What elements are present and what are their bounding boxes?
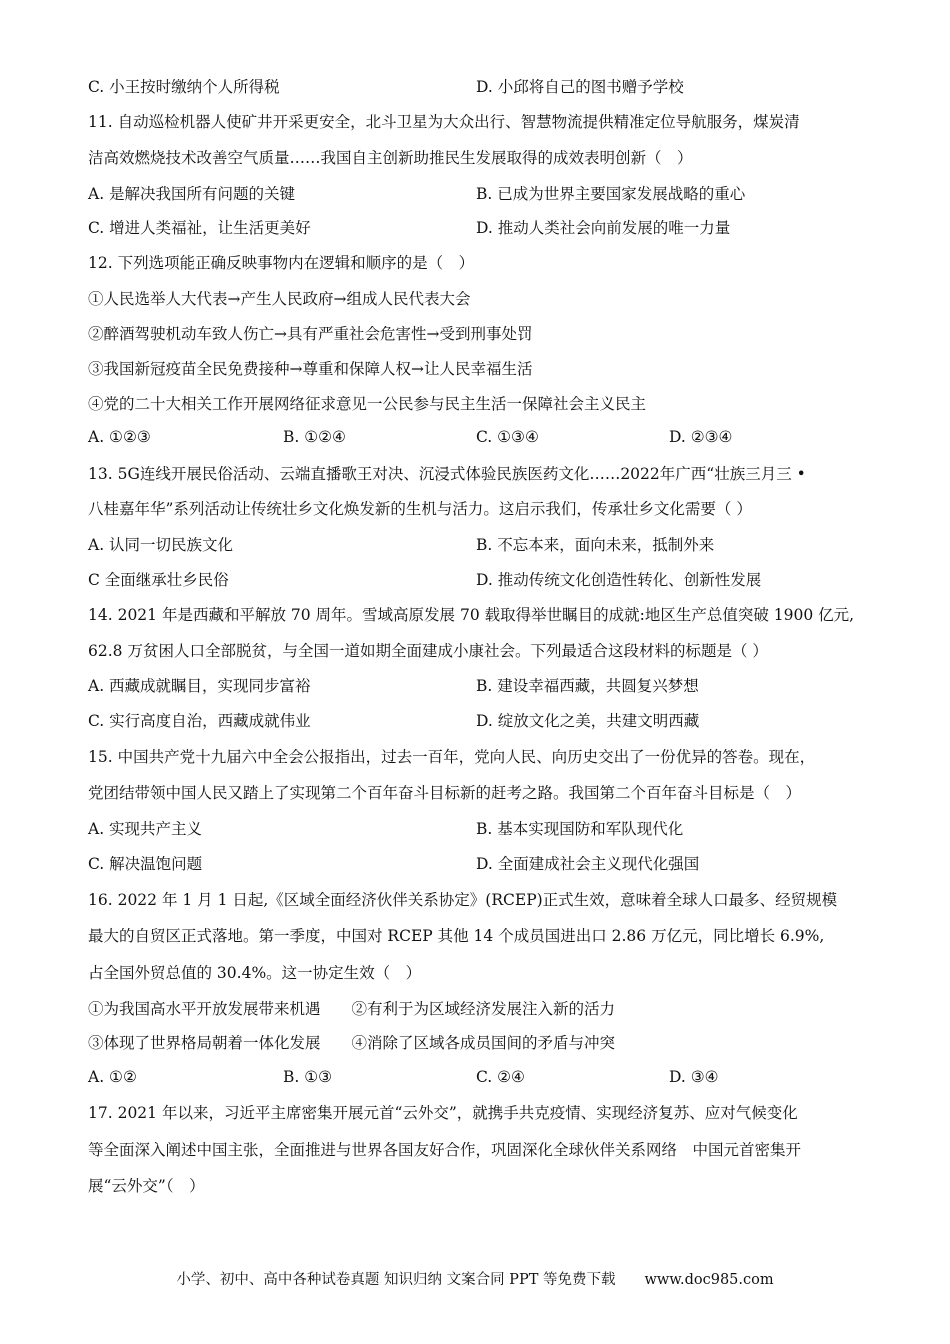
q13-option-row2 bbox=[88, 570, 868, 590]
q15-option-c: C. 解决温饱问题 bbox=[88, 855, 203, 873]
q15-option-a: A. 实现共产主义 bbox=[88, 820, 203, 838]
q11-option-b: B. 已成为世界主要国家发展战略的重心 bbox=[476, 185, 746, 203]
q12-option-b: B. ①②④ bbox=[283, 428, 346, 446]
q13-option-b: B. 不忘本来，面向未来，抵制外来 bbox=[476, 536, 715, 554]
q13-stem-line2: 八桂嘉年华”系列活动让传统壮乡文化焕发新的生机与活力。这启示我们，传承壮乡文化需要（ ） bbox=[88, 500, 752, 518]
q11-option-row1 bbox=[88, 184, 868, 204]
q14-option-b: B. 建设幸福西藏，共圆复兴梦想 bbox=[476, 677, 699, 695]
q14-option-c: C. 实行高度自治，西藏成就伟业 bbox=[88, 712, 311, 730]
q15-stem-line2: 党团结带领中国人民又踏上了实现第二个百年奋斗目标新的赶考之路。我国第二个百年奋斗目标是（ ） bbox=[88, 784, 802, 802]
q16-stem-line2: 最大的自贸区正式落地。第一季度，中国对 RCEP 其他 14 个成员国进出口 2.86 万亿元，同比增长 6.9%, bbox=[88, 927, 825, 945]
q13-option-a: A. 认同一切民族文化 bbox=[88, 536, 234, 554]
option-d: D. 小邱将自己的图书赠予学校 bbox=[476, 78, 684, 96]
q16-options bbox=[88, 1067, 868, 1087]
page-footer: 小学、初中、高中各种试卷真题 知识归纳 文案合同 PPT 等免费下载 www.doc985.com bbox=[176, 1272, 774, 1288]
q12-statement-3: ③我国新冠疫苗全民免费接种→尊重和保障人权→让人民幸福生活 bbox=[88, 360, 533, 378]
q11-stem-line2: 洁高效燃烧技术改善空气质量……我国自主创新助推民生发展取得的成效表明创新（ ） bbox=[88, 149, 693, 167]
q13-stem-line1: 13. 5G连线开展民俗活动、云端直播歌王对决、沉浸式体验民族医药文化……2022年广西“壮族三月三 • bbox=[88, 465, 806, 483]
q15-option-row1 bbox=[88, 819, 868, 839]
q14-stem-line2: 62.8 万贫困人口全部脱贫，与全国一道如期全面建成小康社会。下列最适合这段材料的标题是（ ） bbox=[88, 642, 768, 660]
q17-stem-line1: 17. 2021 年以来，习近平主席密集开展元首“云外交”，就携手共克疫情、实现经济复苏、应对气候变化 bbox=[88, 1104, 798, 1122]
q16-stem-line1: 16. 2022 年 1 月 1 日起,《区域全面经济伙伴关系协定》(RCEP)正式生效，意味着全球人口最多、经贸规模 bbox=[88, 891, 838, 909]
q14-option-row2 bbox=[88, 711, 868, 731]
q11-option-c: C. 增进人类福祉，让生活更美好 bbox=[88, 219, 311, 237]
q13-option-row1 bbox=[88, 535, 868, 555]
q11-stem-line1: 11. 自动巡检机器人使矿井开采更安全，北斗卫星为大众出行、智慧物流提供精准定位导航服务，煤炭清 bbox=[88, 113, 800, 131]
q16-statements-3-4: ③体现了世界格局朝着一体化发展 ④消除了区域各成员国间的矛盾与冲突 bbox=[88, 1034, 616, 1052]
option-c: C. 小王按时缴纳个人所得税 bbox=[88, 78, 280, 96]
q13-option-c: C 全面继承壮乡民俗 bbox=[88, 571, 229, 589]
q16-statements-1-2: ①为我国高水平开放发展带来机遇 ②有利于为区域经济发展注入新的活力 bbox=[88, 1000, 616, 1018]
q16-option-b: B. ①③ bbox=[283, 1068, 333, 1086]
q12-statement-2: ②醉酒驾驶机动车致人伤亡→具有严重社会危害性→受到刑事处罚 bbox=[88, 325, 533, 343]
q16-option-a: A. ①② bbox=[88, 1068, 137, 1086]
q16-option-c: C. ②④ bbox=[476, 1068, 525, 1086]
q17-stem-line2: 等全面深入阐述中国主张，全面推进与世界各国友好合作，巩固深化全球伙伴关系网络 中国元首密集开 bbox=[88, 1141, 802, 1159]
q11-option-row2 bbox=[88, 218, 868, 238]
q13-option-d: D. 推动传统文化创造性转化、创新性发展 bbox=[476, 571, 762, 589]
q11-option-d: D. 推动人类社会向前发展的唯一力量 bbox=[476, 219, 731, 237]
q15-option-row2 bbox=[88, 854, 868, 874]
q12-option-d: D. ②③④ bbox=[669, 428, 733, 446]
q16-stem-line3: 占全国外贸总值的 30.4%。这一协定生效（ ） bbox=[88, 964, 422, 982]
q14-option-row1 bbox=[88, 676, 868, 696]
q12-options bbox=[88, 427, 868, 447]
q12-option-c: C. ①③④ bbox=[476, 428, 539, 446]
q15-stem-line1: 15. 中国共产党十九届六中全会公报指出，过去一百年，党向人民、向历史交出了一份优异的答卷。现在， bbox=[88, 748, 816, 766]
q14-stem-line1: 14. 2021 年是西藏和平解放 70 周年。雪域高原发展 70 载取得举世瞩目的成就:地区生产总值突破 1900 亿元, bbox=[88, 606, 855, 624]
q15-option-b: B. 基本实现国防和军队现代化 bbox=[476, 820, 684, 838]
q11-option-a: A. 是解决我国所有问题的关键 bbox=[88, 185, 296, 203]
q16-option-d: D. ③④ bbox=[669, 1068, 719, 1086]
q12-statement-4: ④党的二十大相关工作开展网络征求意见一公民参与民主生活一保障社会主义民主 bbox=[88, 395, 647, 413]
q17-stem-line3: 展“云外交”（ ） bbox=[88, 1177, 205, 1195]
q14-option-d: D. 绽放文化之美，共建文明西藏 bbox=[476, 712, 700, 730]
q12-statement-1: ①人民选举人大代表→产生人民政府→组成人民代表大会 bbox=[88, 290, 471, 308]
option-row bbox=[88, 77, 868, 97]
q14-option-a: A. 西藏成就瞩目，实现同步富裕 bbox=[88, 677, 311, 695]
q12-stem: 12. 下列选项能正确反映事物内在逻辑和顺序的是（ ） bbox=[88, 254, 475, 272]
q15-option-d: D. 全面建成社会主义现代化强国 bbox=[476, 855, 700, 873]
q12-option-a: A. ①②③ bbox=[88, 428, 151, 446]
